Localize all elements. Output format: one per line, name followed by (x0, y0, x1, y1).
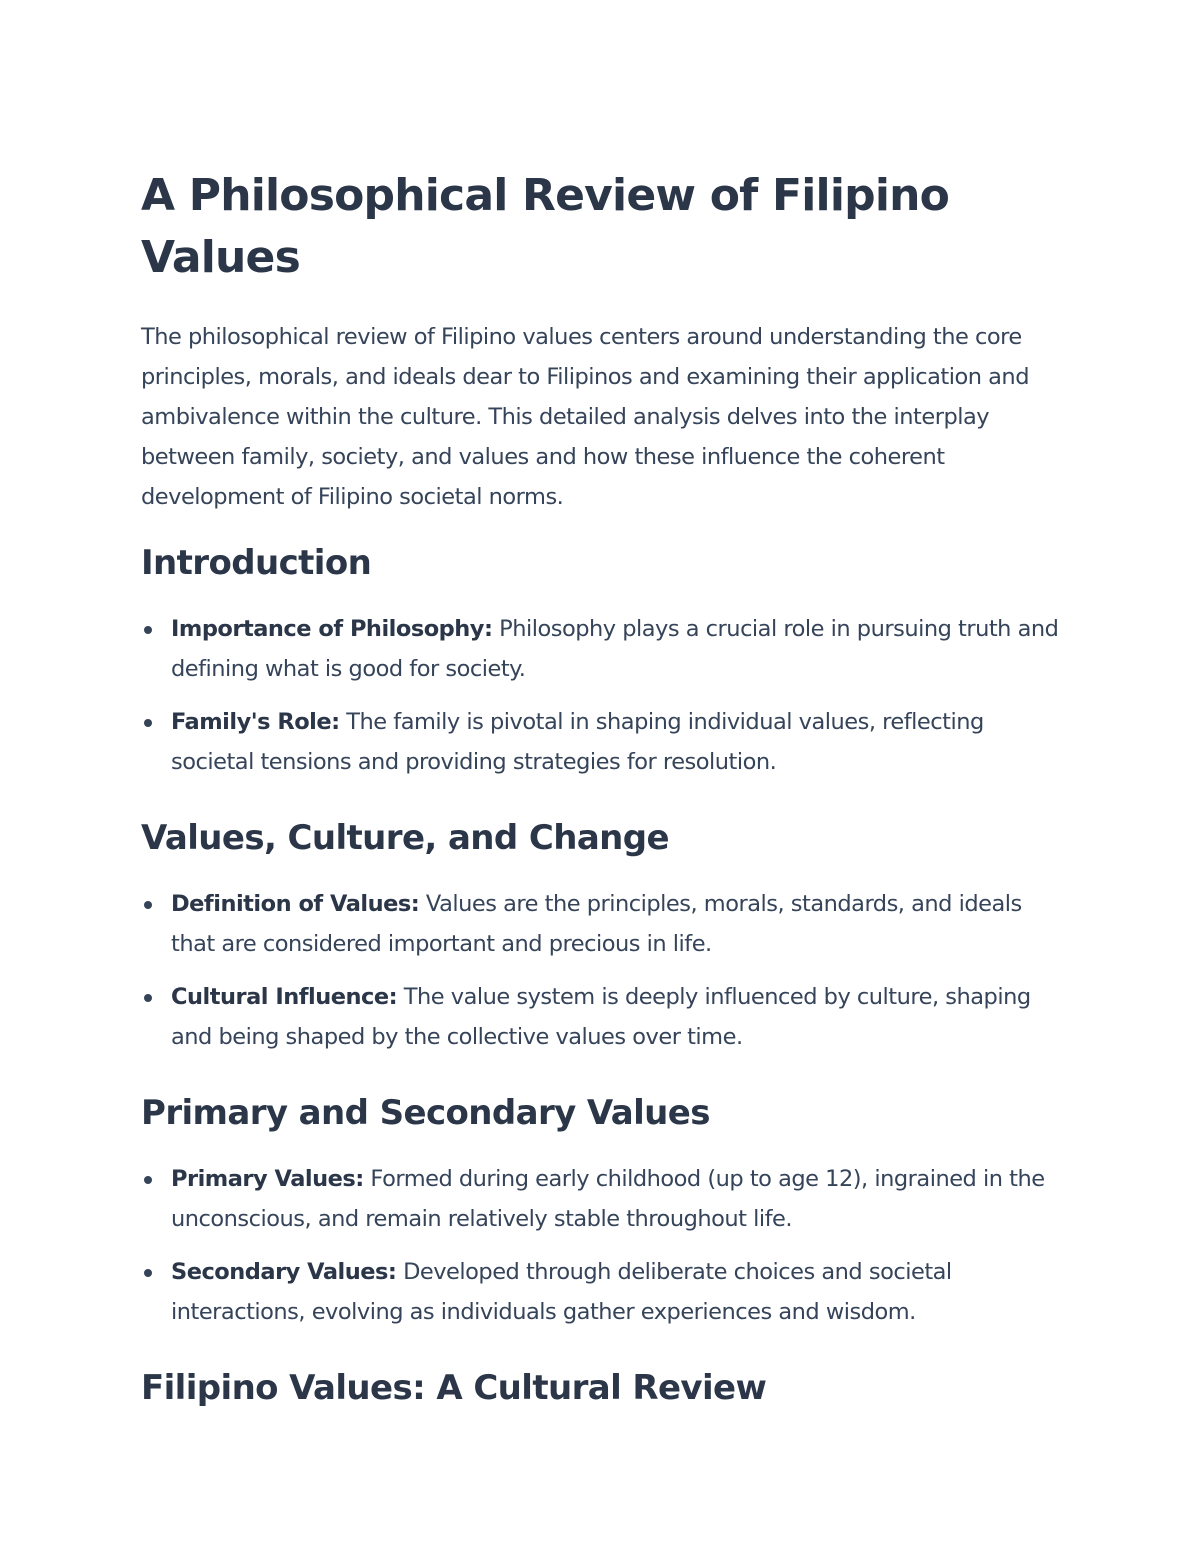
list-item (141, 702, 1071, 782)
item-text: The family is pivotal in shaping individual values, reflecting societal tensions and providing strategies for resolution. (171, 709, 984, 775)
bullet-icon (144, 626, 152, 634)
item-text: The value system is deeply influenced by culture, shaping and being shaped by the collective values over time. (171, 984, 1031, 1050)
intro-paragraph: The philosophical review of Filipino values centers around understanding the core principles, morals, and ideals dear to Filipinos and examining their application and ambivalence within the culture. This detailed analysis delves into the interplay between family, society, and values and how these influence the coherent development of Filipino societal norms. (141, 324, 1029, 510)
list-item (141, 1159, 1071, 1239)
item-text: Values are the principles, morals, standards, and ideals that are considered important and precious in life. (171, 891, 1022, 957)
item-text: Formed during early childhood (up to age 12), ingrained in the unconscious, and remain relatively stable throughout life. (171, 1166, 1045, 1232)
bullet-icon (144, 1269, 152, 1277)
section-heading-primary-secondary: Primary and Secondary Values (141, 1093, 710, 1133)
list-item (141, 977, 1071, 1057)
bullet-icon (144, 719, 152, 727)
page-title: A Philosophical Review of Filipino Values (141, 170, 950, 283)
section-heading-values-culture-change: Values, Culture, and Change (141, 818, 669, 858)
item-term: Primary Values: (171, 1166, 364, 1192)
item-term: Definition of Values: (171, 891, 420, 917)
item-text: Developed through deliberate choices and societal interactions, evolving as individuals gather experiences and wisdom. (171, 1259, 952, 1325)
section-heading-introduction: Introduction (141, 543, 372, 583)
section-heading-filipino-values: Filipino Values: A Cultural Review (141, 1368, 767, 1408)
bullet-icon (144, 901, 152, 909)
document-page (141, 165, 1071, 1434)
list-item (141, 609, 1071, 689)
bullet-list-introduction (141, 609, 1071, 782)
item-term: Secondary Values: (171, 1259, 397, 1285)
list-item (141, 884, 1071, 964)
bullet-list-primary-secondary (141, 1159, 1071, 1332)
list-item (141, 1252, 1071, 1332)
bullet-icon (144, 1176, 152, 1184)
item-term: Family's Role: (171, 709, 340, 735)
item-term: Cultural Influence: (171, 984, 398, 1010)
item-term: Importance of Philosophy: (171, 616, 493, 642)
item-text: Philosophy plays a crucial role in pursuing truth and defining what is good for society. (171, 616, 1059, 682)
bullet-icon (144, 994, 152, 1002)
bullet-list-values-culture-change (141, 884, 1071, 1057)
